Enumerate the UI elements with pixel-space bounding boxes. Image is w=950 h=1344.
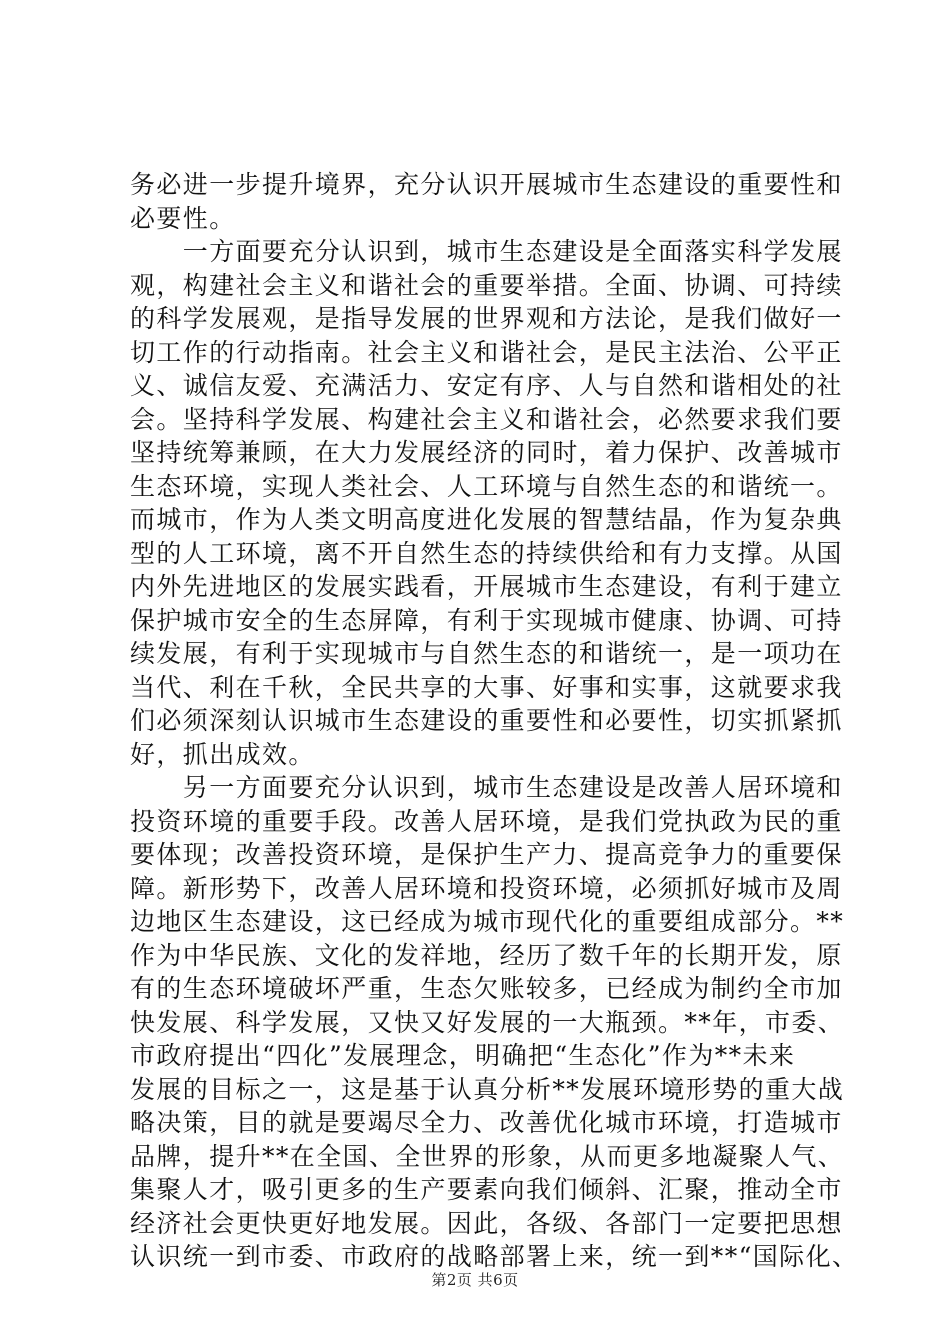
text-line: 们必须深刻认识城市生态建设的重要性和必要性，切实抓紧抓 bbox=[130, 706, 843, 735]
body-text bbox=[130, 168, 859, 1274]
text-line: 作为中华民族、文化的发祥地，经历了数千年的长期开发，原 bbox=[130, 940, 843, 970]
text-line: 的科学发展观，是指导发展的世界观和方法论，是我们做好一 bbox=[130, 304, 843, 333]
text-line: 另一方面要充分认识到，城市生态建设是改善人居环境和 bbox=[130, 773, 843, 802]
text-line: 当代、利在千秋，全民共享的大事、好事和实事，这就要求我 bbox=[130, 672, 843, 702]
text-line: 观，构建社会主义和谐社会的重要举措。全面、协调、可持续 bbox=[130, 270, 843, 300]
text-line: 经济社会更快更好地发展。因此，各级、各部门一定要把思想 bbox=[130, 1208, 843, 1238]
text-line: 续发展，有利于实现城市与自然生态的和谐统一，是一项功在 bbox=[130, 639, 843, 668]
text-line: 务必进一步提升境界，充分认识开展城市生态建设的重要性和 bbox=[130, 170, 843, 199]
text-line: 品牌，提升**在全国、全世界的形象，从而更多地凝聚人气、 bbox=[130, 1141, 845, 1171]
page-number-footer: 第2页 共6页 bbox=[431, 1271, 519, 1289]
text-line: 义、诚信友爱、充满活力、安定有序、人与自然和谐相处的社 bbox=[130, 371, 843, 400]
text-line: 一方面要充分认识到，城市生态建设是全面落实科学发展 bbox=[130, 237, 843, 266]
text-line: 坚持统筹兼顾，在大力发展经济的同时，着力保护、改善城市 bbox=[130, 438, 843, 467]
text-line: 发展的目标之一，这是基于认真分析**发展环境形势的重大战 bbox=[130, 1074, 845, 1104]
text-line: 略决策，目的就是要竭尽全力、改善优化城市环境，打造城市 bbox=[130, 1108, 843, 1137]
text-line: 要体现；改善投资环境，是保护生产力、提高竞争力的重要保 bbox=[130, 840, 843, 869]
text-line: 障。新形势下，改善人居环境和投资环境，必须抓好城市及周 bbox=[130, 873, 843, 903]
text-line: 切工作的行动指南。社会主义和谐社会，是民主法治、公平正 bbox=[130, 337, 843, 367]
text-line: 好，抓出成效。 bbox=[130, 739, 315, 769]
text-line: 边地区生态建设，这已经成为城市现代化的重要组成部分。** bbox=[130, 907, 845, 936]
text-line: 内外先进地区的发展实践看，开展城市生态建设，有利于建立 bbox=[130, 572, 843, 601]
text-line: 投资环境的重要手段。改善人居环境，是我们党执政为民的重 bbox=[130, 806, 843, 836]
text-line: 而城市，作为人类文明高度进化发展的智慧结晶，作为复杂典 bbox=[130, 505, 843, 534]
text-line: 生态环境，实现人类社会、人工环境与自然生态的和谐统一。 bbox=[130, 471, 843, 501]
text-line: 型的人工环境，离不开自然生态的持续供给和有力支撑。从国 bbox=[130, 538, 843, 568]
text-line: 集聚人才，吸引更多的生产要素向我们倾斜、汇聚，推动全市 bbox=[130, 1175, 843, 1204]
text-line: 有的生态环境破坏严重，生态欠账较多，已经成为制约全市加 bbox=[130, 974, 843, 1003]
text-line: 认识统一到市委、市政府的战略部署上来，统一到**“国际化、 bbox=[130, 1242, 859, 1271]
text-line: 保护城市安全的生态屏障，有利于实现城市健康、协调、可持 bbox=[130, 605, 843, 635]
text-line: 会。坚持科学发展、构建社会主义和谐社会，必然要求我们要 bbox=[130, 404, 843, 434]
text-line: 快发展、科学发展，又快又好发展的一大瓶颈。**年，市委、 bbox=[130, 1007, 845, 1037]
text-line: 必要性。 bbox=[130, 203, 236, 233]
text-line: 市政府提出“四化”发展理念，明确把“生态化”作为**未来 bbox=[130, 1041, 796, 1070]
